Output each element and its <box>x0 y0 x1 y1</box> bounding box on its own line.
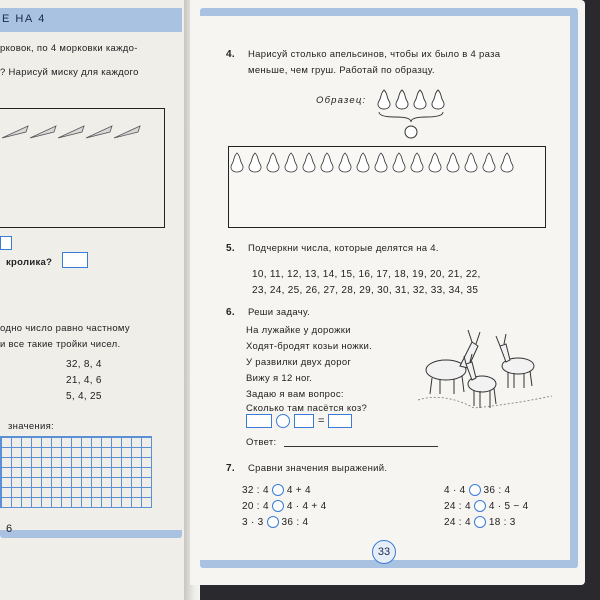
orange-icon <box>405 126 417 138</box>
pear-icon <box>432 90 444 109</box>
equation-box-1[interactable] <box>246 414 272 428</box>
values-label: значения: <box>8 421 54 432</box>
pear-icon <box>501 153 513 172</box>
compare-circle[interactable] <box>272 500 284 512</box>
sample-pears <box>376 86 466 142</box>
equation-circle[interactable] <box>276 414 290 428</box>
left-page <box>0 0 190 600</box>
goat-body-left <box>426 360 466 380</box>
pear-icon <box>267 153 279 172</box>
poem-line-2: Ходят-бродят козьи ножки. <box>246 341 373 352</box>
pear-icon <box>393 153 405 172</box>
compare-right-2: 24 : 4 4 · 5 − 4 <box>444 501 529 512</box>
pear-icon <box>414 90 426 109</box>
answer-label: Ответ: <box>246 437 277 448</box>
answer-grid[interactable] <box>0 436 152 508</box>
equation-result-box[interactable] <box>328 414 352 428</box>
task7-text: Сравни значения выражений. <box>248 463 388 474</box>
task5-text: Подчеркни числа, которые делятся на 4. <box>248 243 439 254</box>
task5-number: 5. <box>226 243 235 254</box>
pears-drawing-frame[interactable] <box>228 146 546 228</box>
pear-icon <box>357 153 369 172</box>
compare-circle[interactable] <box>469 484 481 496</box>
poem-line-4: Вижу я 12 ног. <box>246 373 313 384</box>
left-task-text-2: ? Нарисуй миску для каждого <box>0 67 139 78</box>
page-number: 33 <box>377 546 391 558</box>
pear-icon <box>447 153 459 172</box>
task6-number: 6. <box>226 307 235 318</box>
carrot-frame <box>0 108 165 228</box>
goats-illustration <box>414 322 554 414</box>
pear-icon <box>231 153 243 172</box>
poem-line-5: Задаю я вам вопрос: <box>246 389 344 400</box>
compare-circle[interactable] <box>267 516 279 528</box>
pear-icon <box>378 90 390 109</box>
task4-number: 4. <box>226 49 235 60</box>
left-header: Е НА 4 <box>2 13 46 25</box>
poem-line-6: Сколько там пасётся коз? <box>246 403 368 414</box>
task5-row-2[interactable]: 23, 24, 25, 26, 27, 28, 29, 30, 31, 32, 33, 34, 35 <box>252 285 479 296</box>
rule-text-1: одно число равно частному <box>0 323 130 334</box>
task7-number: 7. <box>226 463 235 474</box>
rule-text-2: и все такие тройки чисел. <box>0 339 121 350</box>
compare-circle[interactable] <box>272 484 284 496</box>
left-bottom-number: 6 <box>6 523 13 535</box>
poem-line-3: У развилки двух дорог <box>246 357 352 368</box>
equals-sign: = <box>318 415 325 427</box>
equation-box-2[interactable] <box>294 414 314 428</box>
pear-icon <box>483 153 495 172</box>
pears-row <box>229 147 543 177</box>
poem-line-1: На лужайке у дорожки <box>246 325 351 336</box>
compare-left-2: 20 : 4 4 · 4 + 4 <box>242 501 327 512</box>
pear-icon <box>465 153 477 172</box>
pear-icon <box>339 153 351 172</box>
compare-right-1: 4 · 4 36 : 4 <box>444 485 511 496</box>
left-task-text-1: рковок, по 4 морковки каждо- <box>0 43 138 54</box>
pear-icon <box>375 153 387 172</box>
compare-circle[interactable] <box>474 516 486 528</box>
pear-icon <box>303 153 315 172</box>
triple-1: 32, 8, 4 <box>66 359 102 370</box>
answer-line[interactable] <box>284 446 438 447</box>
page-number-circle <box>372 540 396 564</box>
compare-right-3: 24 : 4 18 : 3 <box>444 517 516 528</box>
pear-icon <box>411 153 423 172</box>
answer-box-left[interactable] <box>0 236 12 250</box>
pear-icon <box>396 90 408 109</box>
sample-label: Образец: <box>316 95 367 106</box>
task4-text-1: Нарисуй столько апельсинов, чтобы их было в 4 раза <box>248 49 501 60</box>
pear-icon <box>429 153 441 172</box>
compare-circle[interactable] <box>474 500 486 512</box>
compare-left-3: 3 · 3 36 : 4 <box>242 517 309 528</box>
task6-title: Реши задачу. <box>248 307 311 318</box>
rabbit-question: кролика? <box>6 257 53 268</box>
triple-3: 5, 4, 25 <box>66 391 102 402</box>
task5-row-1[interactable]: 10, 11, 12, 13, 14, 15, 16, 17, 18, 19, 20, 21, 22, <box>252 269 481 280</box>
rabbit-answer-box[interactable] <box>62 252 88 268</box>
compare-left-1: 32 : 4 4 + 4 <box>242 485 311 496</box>
triple-2: 21, 4, 6 <box>66 375 102 386</box>
pear-icon <box>321 153 333 172</box>
pear-icon <box>285 153 297 172</box>
pear-icon <box>249 153 261 172</box>
task4-text-2: меньше, чем груш. Работай по образцу. <box>248 65 435 76</box>
